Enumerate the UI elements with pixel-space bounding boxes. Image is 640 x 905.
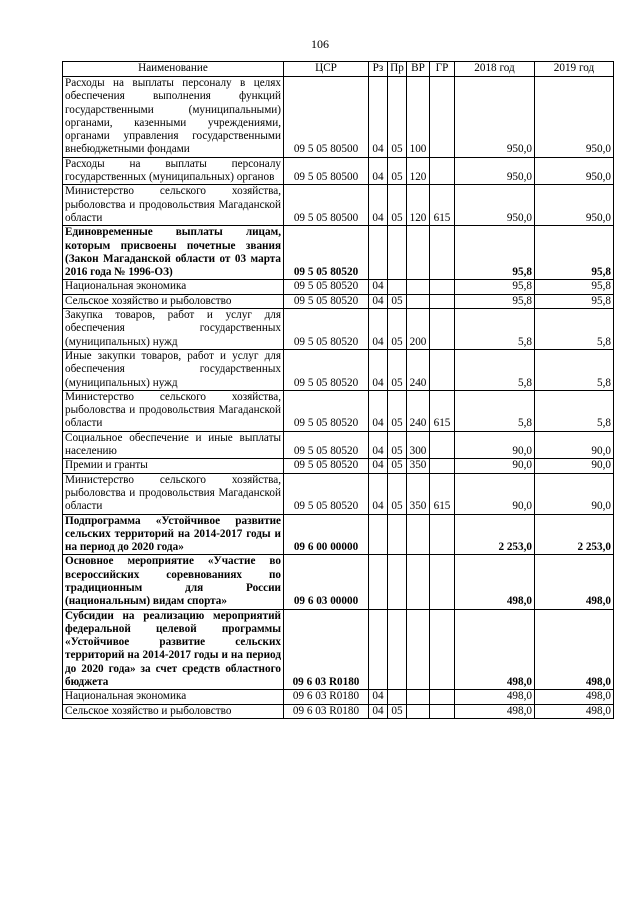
row-vr <box>407 609 430 690</box>
row-2018: 90,0 <box>455 473 535 514</box>
row-pr: 05 <box>388 473 407 514</box>
row-vr: 240 <box>407 349 430 390</box>
table-row <box>63 157 614 185</box>
row-rz <box>369 514 388 555</box>
row-rz <box>369 555 388 609</box>
row-2018: 5,8 <box>455 390 535 431</box>
table-row <box>63 473 614 514</box>
row-name: Сельское хозяйство и рыболовство <box>63 294 284 308</box>
page-number: 106 <box>311 37 329 51</box>
row-csr: 09 5 05 80500 <box>284 185 369 226</box>
row-pr: 05 <box>388 77 407 158</box>
row-2019: 5,8 <box>535 390 614 431</box>
row-rz: 04 <box>369 309 388 350</box>
row-gr <box>430 459 455 473</box>
row-name: Основное мероприятие «Участие во всероссийских соревнованиях по традиционным для России (национальным) видам спорта» <box>63 555 284 609</box>
row-csr: 09 5 05 80520 <box>284 309 369 350</box>
row-2018: 498,0 <box>455 609 535 690</box>
row-gr <box>430 609 455 690</box>
row-pr <box>388 555 407 609</box>
row-vr: 200 <box>407 309 430 350</box>
row-pr: 05 <box>388 390 407 431</box>
table-row <box>63 349 614 390</box>
table-row <box>63 514 614 555</box>
row-csr: 09 5 05 80520 <box>284 473 369 514</box>
row-2018: 498,0 <box>455 555 535 609</box>
row-2019: 950,0 <box>535 157 614 185</box>
table-row <box>63 77 614 158</box>
header-csr: ЦСР <box>284 62 369 77</box>
row-2019: 90,0 <box>535 459 614 473</box>
row-rz <box>369 609 388 690</box>
row-rz: 04 <box>369 690 388 704</box>
row-2019: 498,0 <box>535 555 614 609</box>
row-2018: 90,0 <box>455 431 535 459</box>
row-rz: 04 <box>369 390 388 431</box>
table-row <box>63 280 614 294</box>
row-gr <box>430 77 455 158</box>
row-name: Министерство сельского хозяйства, рыболовства и продовольствия Магаданской области <box>63 473 284 514</box>
row-vr <box>407 280 430 294</box>
row-csr: 09 6 00 00000 <box>284 514 369 555</box>
row-2019: 5,8 <box>535 349 614 390</box>
row-pr: 05 <box>388 704 407 718</box>
table-row <box>63 690 614 704</box>
row-gr <box>430 349 455 390</box>
table-row <box>63 555 614 609</box>
row-2019: 2 253,0 <box>535 514 614 555</box>
row-rz: 04 <box>369 185 388 226</box>
row-2018: 950,0 <box>455 77 535 158</box>
row-csr: 09 6 03 R0180 <box>284 690 369 704</box>
table-row <box>63 294 614 308</box>
row-csr: 09 5 05 80520 <box>284 280 369 294</box>
table-row <box>63 226 614 280</box>
row-2018: 950,0 <box>455 157 535 185</box>
row-2018: 95,8 <box>455 226 535 280</box>
row-pr: 05 <box>388 309 407 350</box>
row-csr: 09 6 03 00000 <box>284 555 369 609</box>
row-name: Социальное обеспечение и иные выплаты населению <box>63 431 284 459</box>
row-name: Единовременные выплаты лицам, которым присвоены почетные звания (Закон Магаданской области от 03 марта 2016 года № 1996-ОЗ) <box>63 226 284 280</box>
row-2019: 95,8 <box>535 280 614 294</box>
row-vr <box>407 514 430 555</box>
row-gr <box>430 280 455 294</box>
row-rz: 04 <box>369 294 388 308</box>
row-pr: 05 <box>388 157 407 185</box>
row-rz: 04 <box>369 704 388 718</box>
row-csr: 09 5 05 80520 <box>284 431 369 459</box>
row-gr: 615 <box>430 185 455 226</box>
row-vr <box>407 690 430 704</box>
row-gr <box>430 514 455 555</box>
table-row <box>63 609 614 690</box>
row-vr: 350 <box>407 473 430 514</box>
row-vr <box>407 294 430 308</box>
budget-table <box>62 61 614 719</box>
row-vr: 120 <box>407 185 430 226</box>
row-rz: 04 <box>369 77 388 158</box>
row-gr <box>430 690 455 704</box>
row-2019: 950,0 <box>535 77 614 158</box>
row-rz <box>369 226 388 280</box>
row-vr: 100 <box>407 77 430 158</box>
row-2018: 90,0 <box>455 459 535 473</box>
row-csr: 09 6 03 R0180 <box>284 704 369 718</box>
row-2018: 95,8 <box>455 280 535 294</box>
row-2019: 498,0 <box>535 690 614 704</box>
header-pr: Пр <box>388 62 407 77</box>
row-2018: 5,8 <box>455 309 535 350</box>
row-vr <box>407 704 430 718</box>
row-pr: 05 <box>388 431 407 459</box>
row-gr: 615 <box>430 473 455 514</box>
row-pr: 05 <box>388 349 407 390</box>
row-2019: 498,0 <box>535 609 614 690</box>
row-gr <box>430 555 455 609</box>
row-csr: 09 5 05 80520 <box>284 294 369 308</box>
row-name: Закупка товаров, работ и услуг для обеспечения государственных (муниципальных) нужд <box>63 309 284 350</box>
table-row <box>63 704 614 718</box>
row-2018: 950,0 <box>455 185 535 226</box>
row-name: Сельское хозяйство и рыболовство <box>63 704 284 718</box>
row-pr <box>388 690 407 704</box>
row-gr <box>430 157 455 185</box>
row-rz: 04 <box>369 349 388 390</box>
row-name: Министерство сельского хозяйства, рыболовства и продовольствия Магаданской области <box>63 185 284 226</box>
row-gr <box>430 704 455 718</box>
row-name: Премии и гранты <box>63 459 284 473</box>
row-gr: 615 <box>430 390 455 431</box>
row-csr: 09 6 03 R0180 <box>284 609 369 690</box>
row-csr: 09 5 05 80520 <box>284 390 369 431</box>
row-2018: 498,0 <box>455 704 535 718</box>
row-rz: 04 <box>369 473 388 514</box>
header-2018: 2018 год <box>455 62 535 77</box>
row-2019: 90,0 <box>535 473 614 514</box>
table-row <box>63 185 614 226</box>
row-rz: 04 <box>369 157 388 185</box>
row-vr: 120 <box>407 157 430 185</box>
row-2018: 2 253,0 <box>455 514 535 555</box>
row-pr <box>388 280 407 294</box>
row-name: Подпрограмма «Устойчивое развитие сельских территорий на 2014-2017 годы и на период до 2020 года» <box>63 514 284 555</box>
row-pr <box>388 609 407 690</box>
table-body <box>63 77 614 719</box>
header-vr: ВР <box>407 62 430 77</box>
row-csr: 09 5 05 80520 <box>284 349 369 390</box>
row-pr: 05 <box>388 294 407 308</box>
table-header-row <box>63 62 614 77</box>
row-rz: 04 <box>369 280 388 294</box>
row-csr: 09 5 05 80500 <box>284 157 369 185</box>
table-row <box>63 309 614 350</box>
row-pr <box>388 226 407 280</box>
row-name: Иные закупки товаров, работ и услуг для обеспечения государственных (муниципальных) нужд <box>63 349 284 390</box>
row-vr: 240 <box>407 390 430 431</box>
row-rz: 04 <box>369 431 388 459</box>
row-rz: 04 <box>369 459 388 473</box>
row-vr <box>407 226 430 280</box>
row-2018: 498,0 <box>455 690 535 704</box>
row-name: Субсидии на реализацию мероприятий федеральной целевой программы «Устойчивое развитие сельских территорий на 2014-2017 годы и на период до 2020 года» за счет средств областного бюджета <box>63 609 284 690</box>
row-2018: 5,8 <box>455 349 535 390</box>
row-vr <box>407 555 430 609</box>
row-name: Национальная экономика <box>63 690 284 704</box>
header-gr: ГР <box>430 62 455 77</box>
table-row <box>63 390 614 431</box>
row-pr <box>388 514 407 555</box>
row-vr: 300 <box>407 431 430 459</box>
row-vr: 350 <box>407 459 430 473</box>
header-name: Наименование <box>63 62 284 77</box>
row-2019: 5,8 <box>535 309 614 350</box>
row-pr: 05 <box>388 459 407 473</box>
row-gr <box>430 431 455 459</box>
header-2019: 2019 год <box>535 62 614 77</box>
header-rz: Рз <box>369 62 388 77</box>
table-row <box>63 431 614 459</box>
row-2019: 498,0 <box>535 704 614 718</box>
row-name: Министерство сельского хозяйства, рыболовства и продовольствия Магаданской области <box>63 390 284 431</box>
row-2018: 95,8 <box>455 294 535 308</box>
row-csr: 09 5 05 80520 <box>284 459 369 473</box>
row-name: Национальная экономика <box>63 280 284 294</box>
table-row <box>63 459 614 473</box>
row-2019: 95,8 <box>535 294 614 308</box>
row-name: Расходы на выплаты персоналу государственных (муниципальных) органов <box>63 157 284 185</box>
row-csr: 09 5 05 80500 <box>284 77 369 158</box>
row-gr <box>430 294 455 308</box>
row-name: Расходы на выплаты персоналу в целях обеспечения выполнения функций государственными (муниципальными) органами, казенными учреждениями, органами управления государственными внебюджетными фондами <box>63 77 284 158</box>
row-pr: 05 <box>388 185 407 226</box>
row-csr: 09 5 05 80520 <box>284 226 369 280</box>
row-2019: 90,0 <box>535 431 614 459</box>
row-2019: 95,8 <box>535 226 614 280</box>
row-gr <box>430 226 455 280</box>
row-2019: 950,0 <box>535 185 614 226</box>
row-gr <box>430 309 455 350</box>
